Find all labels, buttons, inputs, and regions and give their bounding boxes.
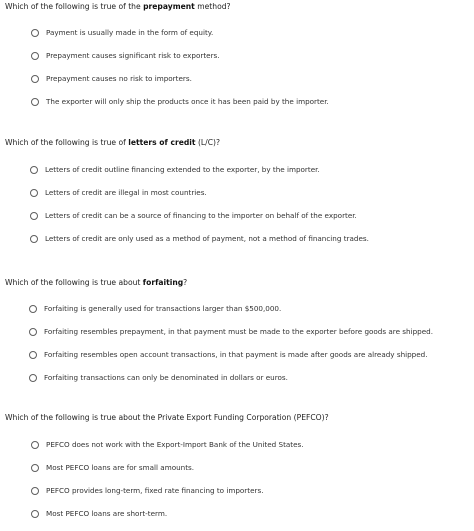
answer-option-label: Letters of credit outline financing extended to the exporter, by the importer.: [45, 165, 320, 174]
answer-option[interactable]: [31, 508, 167, 520]
answer-option[interactable]: [30, 210, 357, 222]
radio-button[interactable]: [30, 212, 38, 220]
answer-option-label: Prepayment causes no risk to importers.: [46, 74, 192, 83]
radio-button[interactable]: [31, 98, 39, 106]
question-stem-text: Which of the following is true about: [5, 278, 143, 287]
answer-option[interactable]: [30, 164, 320, 176]
answer-option[interactable]: [29, 326, 433, 338]
answer-option-label: Forfaiting resembles open account transactions, in that payment is made after goods are already shipped.: [44, 350, 428, 359]
radio-button[interactable]: [31, 29, 39, 37]
answer-option-label: Most PEFCO loans are short-term.: [46, 509, 168, 518]
question-stem-keyword: prepayment: [143, 2, 195, 11]
answer-option[interactable]: [31, 27, 213, 39]
radio-button[interactable]: [29, 374, 37, 382]
answer-option[interactable]: [30, 233, 369, 245]
answer-option[interactable]: [29, 349, 428, 361]
radio-button[interactable]: [29, 351, 37, 359]
answer-option-label: PEFCO does not work with the Export-Import Bank of the United States.: [46, 440, 304, 449]
question-stem-keyword: forfaiting: [142, 278, 184, 287]
radio-button[interactable]: [29, 305, 37, 313]
question-stem: [5, 2, 231, 12]
answer-option[interactable]: [31, 462, 194, 474]
radio-button[interactable]: [31, 75, 39, 83]
answer-option-label: Most PEFCO loans are for small amounts.: [46, 463, 195, 472]
question-stem-text-end: (L/C)?: [195, 138, 220, 147]
answer-option[interactable]: [31, 439, 304, 451]
radio-button[interactable]: [31, 52, 39, 60]
answer-option-label: The exporter will only ship the products once it has been paid by the importer.: [46, 97, 329, 106]
radio-button[interactable]: [29, 328, 37, 336]
question-stem-text: Which of the following is true of the: [5, 2, 144, 11]
answer-option-label: Prepayment causes significant risk to exporters.: [46, 51, 220, 60]
question-stem: [5, 278, 187, 288]
answer-option[interactable]: [30, 187, 207, 199]
answer-option-label: Letters of credit can be a source of financing to the importer on behalf of the exporter.: [45, 211, 357, 220]
radio-button[interactable]: [30, 189, 38, 197]
radio-button[interactable]: [31, 464, 39, 472]
radio-button[interactable]: [30, 166, 38, 174]
answer-option-label: Forfaiting transactions can only be denominated in dollars or euros.: [44, 373, 288, 382]
answer-option-label: Letters of credit are illegal in most countries.: [45, 188, 207, 197]
answer-option[interactable]: [31, 485, 263, 497]
answer-option-label: Forfaiting resembles prepayment, in that payment must be made to the exporter before goods are shipped.: [44, 327, 434, 336]
answer-option[interactable]: [31, 96, 329, 108]
question-stem-text: Which of the following is true of: [5, 138, 129, 147]
question-stem-text-end: ?: [183, 278, 188, 287]
answer-option-label: Forfaiting is generally used for transactions larger than $500,000.: [44, 304, 282, 313]
answer-option-label: Payment is usually made in the form of equity.: [46, 28, 214, 37]
question-stem-text: Which of the following is true about the Private Export Funding Corporation (PEFCO)?: [5, 413, 329, 422]
radio-button[interactable]: [30, 235, 38, 243]
answer-option[interactable]: [29, 303, 281, 315]
question-stem: [5, 138, 220, 148]
answer-option[interactable]: [29, 372, 288, 384]
question-stem-keyword: letters of credit: [128, 138, 196, 147]
answer-option-label: Letters of credit are only used as a method of payment, not a method of financing trades.: [45, 234, 369, 243]
answer-option-label: PEFCO provides long-term, fixed rate financing to importers.: [46, 486, 264, 495]
answer-option[interactable]: [31, 50, 220, 62]
radio-button[interactable]: [31, 441, 39, 449]
answer-option[interactable]: [31, 73, 192, 85]
radio-button[interactable]: [31, 510, 39, 518]
radio-button[interactable]: [31, 487, 39, 495]
question-stem-text-end: method?: [194, 2, 231, 11]
question-stem: [5, 413, 329, 423]
